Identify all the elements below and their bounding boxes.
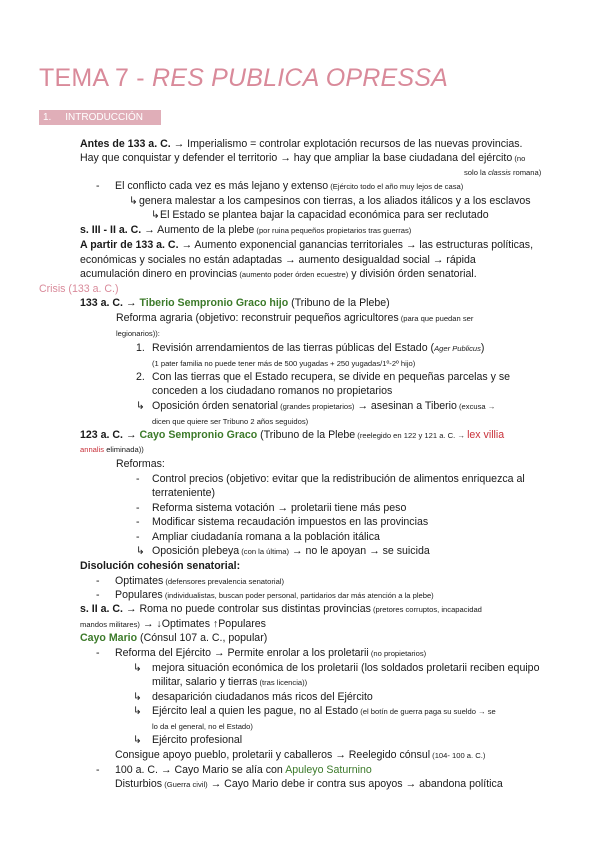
dash-marker: - [96,647,100,659]
text-line: s. III - II a. C. → Aumento de la plebe (por ruina pequeños propietarios tras guerras) [80,224,412,236]
text-line: El conflicto cada vez es más lejano y extenso (Ejército todo el año muy lejos de casa) [115,180,464,192]
text-line: Populares (individualistas, buscan poder personal, partidarios dar más atención a la plebe) [115,589,434,601]
list-number: 2. [136,371,145,383]
text-line: Con las tierras que el Estado recupera, se divide en pequeñas parcelas y se [152,371,511,383]
text-line: Cayo Mario (Cónsul 107 a. C., popular) [80,632,268,644]
text-line: Reforma del Ejército → Permite enrolar a los proletarii (no propietarios) [115,647,427,659]
text-line: lo da el general, no el Estado) [152,722,253,731]
text-line: 100 a. C. → Cayo Mario se alía con Apuleyo Saturnino [115,764,372,776]
arrow-icon: ↳ [133,705,142,717]
text-line: genera malestar a los campesinos con tierras, a los aliados itálicos y a los esclavos [139,195,531,207]
text-line: Modificar sistema recaudación impuestos en las provincias [152,516,429,528]
text-line: Reformas: [116,458,165,470]
text-line: 133 a. C. → Tiberio Sempronio Graco hijo (Tribuno de la Plebe) [80,297,390,309]
text-line: conceden a los ciudadano romanos no propietarios [152,385,393,397]
text-line: s. II a. C. → Roma no puede controlar sus distintas provincias (pretores corruptos, incapacidad [80,603,482,615]
text-line: Optimates (defensores prevalencia senatorial) [115,575,285,587]
arrow-icon: ↳ [151,209,160,221]
text-line: Ejército leal a quien les pague, no al Estado (el botín de guerra paga su sueldo → se [152,705,496,717]
text-line: A partir de 133 a. C. → Aumento exponencial ganancias territoriales → las estructuras políticas, [80,239,534,251]
text-line: Reforma sistema votación → proletarii tiene más peso [152,502,407,514]
text-line: Revisión arrendamientos de las tierras públicas del Estado (Ager Publicus) [152,342,485,354]
text-line: Ampliar ciudadanía romana a la población itálica [152,531,380,543]
text-line: Antes de 133 a. C. → Imperialismo = controlar explotación recursos de las nuevas provincias. [80,138,523,150]
subheading: Disolución cohesión senatorial: [80,560,241,572]
text-line: Disturbios (Guerra civil) → Cayo Mario debe ir contra sus apoyos → abandona política [115,778,503,790]
text-line: Oposición plebeya (con la última) → no le apoyan → se suicida [152,545,430,557]
text-line: Hay que conquistar y defender el territorio → hay que ampliar la base ciudadana del ejército (no [80,152,526,164]
text-line: terrateniente) [152,487,216,499]
text-line: Consigue apoyo pueblo, proletarii y caballeros → Reelegido cónsul (104- 100 a. C.) [115,749,486,761]
arrow-icon: ↳ [136,400,145,412]
text-line: annalis eliminada)) [80,445,144,454]
text-line: El Estado se plantea bajar la capacidad económica para ser reclutado [160,209,489,221]
arrow-icon: ↳ [133,734,142,746]
crisis-heading: Crisis (133 a. C.) [39,283,119,295]
text-line: (1 pater familia no puede tener más de 500 yugadas + 250 yugadas/1º-2º hijo) [152,359,416,368]
text-line: acumulación dinero en provincias (aumento poder órden ecuestre) y división órden senatorial. [80,268,477,280]
text-line: dicen que quiere ser Tribuno 2 años seguidos) [152,417,309,426]
arrow-icon: ↳ [133,662,142,674]
text-line: solo la classis romana) [464,168,542,177]
dash-marker: - [136,531,140,543]
text-line: Oposición órden senatorial (grandes propietarios) → asesinan a Tiberio (excusa → [152,400,496,412]
text-line: 123 a. C. → Cayo Sempronio Graco (Tribuno de la Plebe (reelegido en 122 y 121 a. C. → lex villia [80,429,505,441]
dash-marker: - [136,502,140,514]
text-line: desaparición ciudadanos más ricos del Ejército [152,691,373,703]
dash-marker: - [136,516,140,528]
arrow-icon: ↳ [129,195,138,207]
text-line: Ejército profesional [152,734,243,746]
page-title: TEMA 7 - RES PUBLICA OPRESSA [39,64,448,92]
text-line: Reforma agraria (objetivo: reconstruir pequeños agricultores (para que puedan ser [116,312,474,324]
text-line: legionarios)): [116,329,160,338]
text-line: Control precios (objetivo: evitar que la redistribución de alimentos enriquezca al [152,473,525,485]
arrow-icon: ↳ [136,545,145,557]
dash-marker: - [96,575,100,587]
dash-marker: - [96,589,100,601]
dash-marker: - [136,473,140,485]
arrow-icon: ↳ [133,691,142,703]
dash-marker: - [96,180,100,192]
text-line: militar, salario y tierras (tras licencia)) [152,676,308,688]
dash-marker: - [96,764,100,776]
text-line: mandos militares) → ↓Optimates ↑Populares [80,618,266,630]
list-number: 1. [136,342,145,354]
text-line: económicas y sociales no están adaptadas → aumento desigualdad social → rápida [80,254,476,266]
text-line: mejora situación económica de los proletarii (los soldados proletarii reciben equipo [152,662,540,674]
section-heading: 1. INTRODUCCIÓN [39,110,161,125]
